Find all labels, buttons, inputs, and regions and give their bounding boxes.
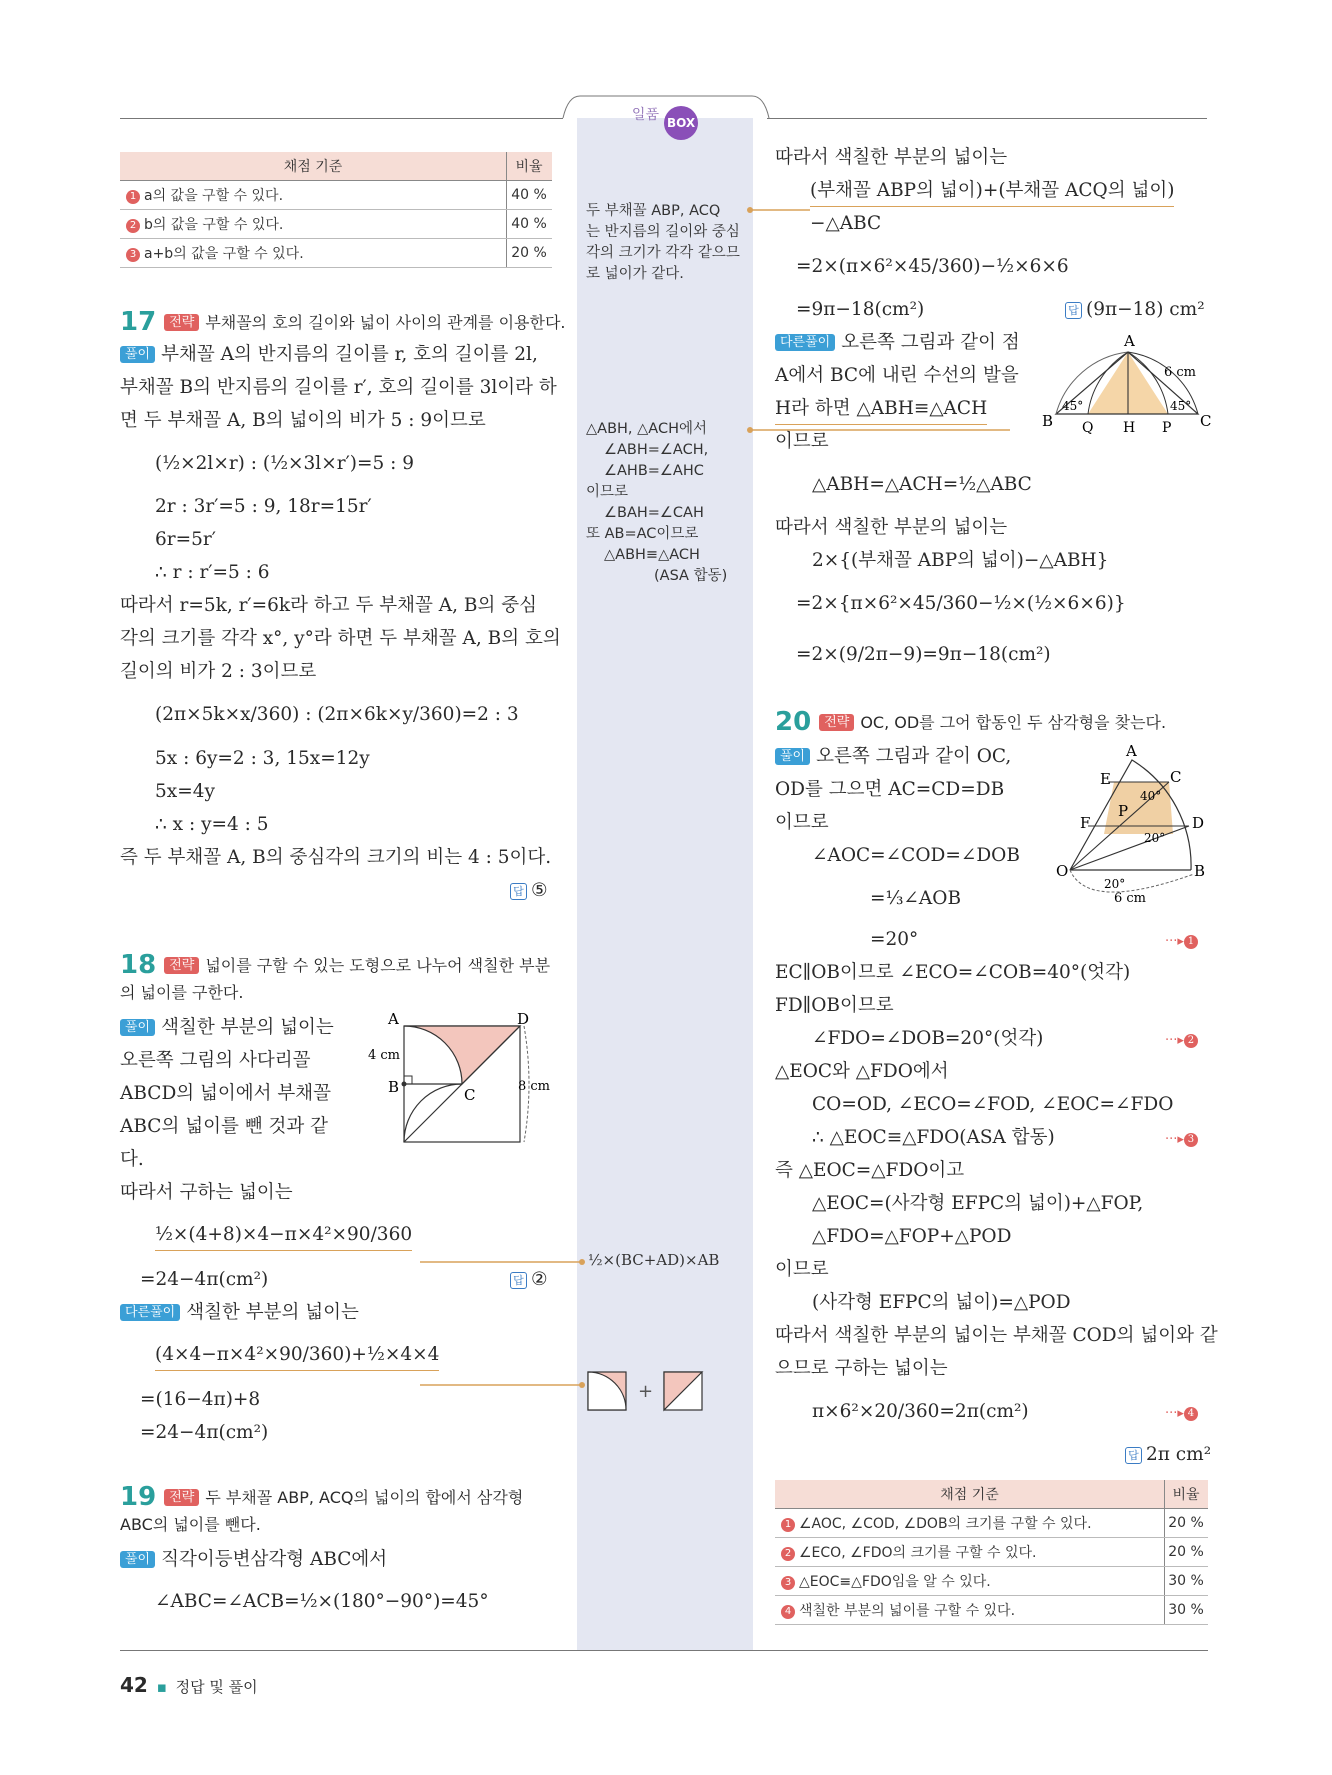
- p17-line: 2r : 3r′=5 : 9, 18r=15r′: [155, 496, 372, 517]
- side-note-3: ½×(BC+AD)×AB: [588, 1251, 720, 1269]
- p20-figure: [1048, 742, 1218, 912]
- p20-fig-label: 40°: [1140, 789, 1162, 803]
- p19-header: 19 전략 두 부채꼴 ABP, ACQ의 넓이의 합에서 삼각형: [120, 1482, 524, 1512]
- p18-line: 다.: [120, 1149, 144, 1170]
- r19-line: =2×{π×6²×45/360−½×(½×6×6)}: [796, 593, 1126, 614]
- p18-fig-label: A: [388, 1012, 399, 1028]
- r19-line: =9π−18(cm²): [796, 299, 925, 320]
- table2-head-criteria: 채점 기준: [775, 1480, 1165, 1509]
- p18-line: 색칠한 부분의 넓이는: [186, 1302, 359, 1323]
- p17-line: 부채꼴 B의 반지름의 길이를 r′, 호의 길이를 3l이라 하: [120, 377, 557, 398]
- p20-line: 따라서 색칠한 부분의 넓이는 부채꼴 COD의 넓이와 같: [775, 1325, 1218, 1346]
- p20-line: =20°: [870, 929, 919, 950]
- p18-fig-label: D: [517, 1012, 530, 1028]
- table-row: 3 △EOC≡△FDO임을 알 수 있다. 30 %: [775, 1567, 1208, 1596]
- p18-fig-label: 4 cm: [368, 1048, 401, 1063]
- footer-label: 정답 및 풀이: [175, 1678, 258, 1696]
- p20-fig-label: P: [1118, 802, 1129, 820]
- r19-line: 이므로: [775, 431, 829, 452]
- table1-head-ratio: 비율: [507, 152, 553, 181]
- p18-answer: 답 ②: [510, 1265, 548, 1295]
- p17-line: ∴ x : y=4 : 5: [155, 814, 269, 835]
- p20-line: 으므로 구하는 넓이는: [775, 1358, 948, 1379]
- p20-line: FD∥OB이므로: [775, 995, 894, 1016]
- p20-fig-label: B: [1194, 862, 1206, 880]
- table-row: 2 ∠ECO, ∠FDO의 크기를 구할 수 있다. 20 %: [775, 1538, 1208, 1567]
- p19-fig-label: P: [1162, 420, 1172, 434]
- r19-line: (부채꼴 ABP의 넓이)+(부채꼴 ACQ의 넓이): [810, 176, 1174, 207]
- p19-fig-label: B: [1042, 412, 1054, 430]
- p18-fig-label: C: [464, 1086, 476, 1104]
- r19-line: △ABH=△ACH=½△ABC: [812, 474, 1032, 495]
- p20-line: ∠AOC=∠COD=∠DOB: [812, 845, 1020, 866]
- r19-line: −△ABC: [810, 213, 882, 234]
- p17-line: 따라서 r=5k, r′=6k라 하고 두 부채꼴 A, B의 중심: [120, 595, 537, 616]
- p20-line: =⅓∠AOB: [870, 888, 962, 909]
- r19-line: 2×{(부채꼴 ABP의 넓이)−△ABH}: [812, 550, 1109, 571]
- bottom-rule: [120, 1650, 1208, 1651]
- r19-line: =2×(9/2π−9)=9π−18(cm²): [796, 644, 1051, 665]
- p20-line: ∠FDO=∠DOB=20°(엇각): [812, 1028, 1044, 1049]
- p17-header: 17 전략 부채꼴의 호의 길이와 넓이 사이의 관계를 이용한다.: [120, 307, 566, 337]
- p19-fig-label: 45°: [1170, 399, 1192, 413]
- p17-line: 6r=5r′: [155, 529, 216, 550]
- p20-line: 이므로: [775, 1259, 829, 1280]
- box-label: 일품: [631, 107, 659, 123]
- p20-line: △FDO=△FOP+△POD: [812, 1226, 1012, 1247]
- r19-line: 따라서 색칠한 부분의 넓이는: [775, 517, 1008, 538]
- r19-line: 따라서 색칠한 부분의 넓이는: [775, 147, 1008, 168]
- p19-fig-label: A: [1124, 332, 1135, 350]
- r19-line: A에서 BC에 내린 수선의 발을: [775, 365, 1019, 386]
- p18-line: =(16−4π)+8: [140, 1389, 261, 1410]
- p17-line: (½×2l×r) : (½×3l×r′)=5 : 9: [155, 453, 415, 474]
- footer: 42 ▪ 정답 및 풀이: [120, 1673, 258, 1697]
- p18-line: ½×(4+8)×4−π×4²×90/360: [155, 1220, 412, 1251]
- p18-line: (4×4−π×4²×90/360)+½×4×4: [155, 1340, 439, 1371]
- table-row: 3 a+b의 값을 구할 수 있다. 20 %: [120, 239, 552, 268]
- p18-line: 오른쪽 그림의 사다리꼴: [120, 1050, 311, 1071]
- r19-line: =2×(π×6²×45/360)−½×6×6: [796, 256, 1069, 277]
- p20-line: 오른쪽 그림과 같이 OC,: [816, 746, 1012, 767]
- scoring-table-2: [775, 1480, 1208, 1625]
- table-row: 2 b의 값을 구할 수 있다. 40 %: [120, 210, 552, 239]
- p20-fig-label: O: [1056, 862, 1069, 880]
- p20-line: CO=OD, ∠ECO=∠FOD, ∠EOC=∠FDO: [812, 1094, 1174, 1115]
- p19-line: ∠ABC=∠ACB=½×(180°−90°)=45°: [155, 1591, 489, 1612]
- p20-line: 이므로: [775, 812, 829, 833]
- p18-line: ABC의 넓이를 뺀 것과 같: [120, 1116, 328, 1137]
- p20-line: π×6²×20/360=2π(cm²): [812, 1401, 1029, 1422]
- p20-fig-label: 20°: [1144, 831, 1166, 845]
- p17-line: 부채꼴 A의 반지름의 길이를 r, 호의 길이를 2l,: [161, 344, 538, 365]
- p20-mark: ···▸ 4: [1165, 1397, 1202, 1429]
- p17-line: 각의 크기를 각각 x°, y°라 하면 두 부채꼴 A, B의 호의: [120, 628, 561, 649]
- table1-head-criteria: 채점 기준: [120, 152, 507, 181]
- p18-header: 18 전략 넓이를 구할 수 있는 도형으로 나누어 색칠한 부분: [120, 950, 551, 980]
- p20-line: EC∥OB이므로 ∠ECO=∠COB=40°(엇각): [775, 962, 1131, 983]
- table-row: 1 a의 값을 구할 수 있다. 40 %: [120, 181, 552, 210]
- p17-line: 즉 두 부채꼴 A, B의 중심각의 크기의 비는 4 : 5이다.: [120, 847, 552, 868]
- side-note-1: 두 부채꼴 ABP, ACQ 는 반지름의 길이와 중심 각의 크기가 각각 같으므 로 넓이가 같다.: [586, 203, 740, 282]
- p19-figure: [1040, 330, 1215, 434]
- p20-fig-label: D: [1192, 814, 1205, 832]
- p20-fig-label: E: [1100, 770, 1111, 788]
- p20-line: (사각형 EFPC의 넓이)=△POD: [812, 1292, 1071, 1313]
- p18-line: 색칠한 부분의 넓이는: [161, 1017, 334, 1038]
- r19-line: 오른쪽 그림과 같이 점: [841, 332, 1020, 353]
- p17-line: 5x : 6y=2 : 3, 15x=12y: [155, 748, 370, 769]
- p17-line: ∴ r : r′=5 : 6: [155, 562, 270, 583]
- p18-fig-label: B: [388, 1078, 400, 1096]
- p20-line: 즉 △EOC=△FDO이고: [775, 1160, 965, 1181]
- r19-line: H라 하면 △ABH≡△ACH: [775, 394, 987, 425]
- p20-line: OD를 그으면 AC=CD=DB: [775, 779, 1005, 800]
- p18-line: 따라서 구하는 넓이는: [120, 1182, 293, 1203]
- p20-line: ∴ △EOC≡△FDO(ASA 합동): [812, 1127, 1055, 1148]
- r19-answer: 답 (9π−18) cm²: [1065, 295, 1205, 325]
- p18-line: ABCD의 넓이에서 부채꼴: [120, 1083, 332, 1104]
- p18-line: =24−4π(cm²): [140, 1269, 269, 1290]
- table2-head-ratio: 비율: [1165, 1480, 1209, 1509]
- p20-fig-label: A: [1126, 742, 1137, 760]
- p17-line: 면 두 부채꼴 A, B의 넓이의 비가 5 : 9이므로: [120, 410, 486, 431]
- p20-answer: 답 2π cm²: [1125, 1440, 1211, 1470]
- p17-line: 길이의 비가 2 : 3이므로: [120, 661, 317, 682]
- p17-line: 5x=4y: [155, 781, 215, 802]
- p20-mark: ···▸ 3: [1165, 1123, 1202, 1155]
- p20-line: △EOC와 △FDO에서: [775, 1061, 949, 1082]
- table-row: 4 색칠한 부분의 넓이를 구할 수 있다. 30 %: [775, 1596, 1208, 1625]
- p20-header: 20 전략 OC, OD를 그어 합동인 두 삼각형을 찾는다.: [775, 707, 1167, 737]
- p20-mark: ···▸ 2: [1165, 1024, 1202, 1056]
- p20-mark: ···▸ 1: [1165, 925, 1202, 957]
- p17-line: (2π×5k×x/360) : (2π×6k×y/360)=2 : 3: [155, 704, 519, 725]
- p19-fig-label: 45°: [1062, 399, 1084, 413]
- p19-fig-label: H: [1123, 420, 1136, 434]
- side-note-2: △ABH, △ACH에서 ∠ABH=∠ACH, ∠AHB=∠AHC 이므로 ∠BAH=∠CAH 또 AB=AC이므로 △ABH≡△ACH (ASA 합동): [586, 421, 728, 584]
- p20-fig-label: C: [1170, 768, 1182, 786]
- page-number: 42: [120, 1673, 148, 1697]
- p20-fig-label: 6 cm: [1114, 891, 1147, 906]
- p19-strategy: ABC의 넓이를 뺀다.: [120, 1515, 261, 1534]
- p18-line: =24−4π(cm²): [140, 1422, 269, 1443]
- p20-fig-label: F: [1080, 814, 1091, 832]
- p18-fig-label: 8 cm: [518, 1079, 551, 1094]
- p20-fig-label: 20°: [1104, 877, 1126, 891]
- plus-sign: +: [638, 1381, 654, 1402]
- p19-fig-label: Q: [1082, 420, 1094, 434]
- p20-line: △EOC=(사각형 EFPC의 넓이)+△FOP,: [812, 1193, 1144, 1214]
- p19-fig-label: C: [1200, 412, 1212, 430]
- table-row: 1 ∠AOC, ∠COD, ∠DOB의 크기를 구할 수 있다. 20 %: [775, 1509, 1208, 1538]
- p19-line: 직각이등변삼각형 ABC에서: [161, 1549, 388, 1570]
- box-badge: BOX: [664, 106, 698, 140]
- p19-fig-label: 6 cm: [1164, 365, 1197, 380]
- p17-answer: 답 ⑤: [510, 876, 548, 906]
- p18-strategy: 의 넓이를 구한다.: [120, 983, 244, 1002]
